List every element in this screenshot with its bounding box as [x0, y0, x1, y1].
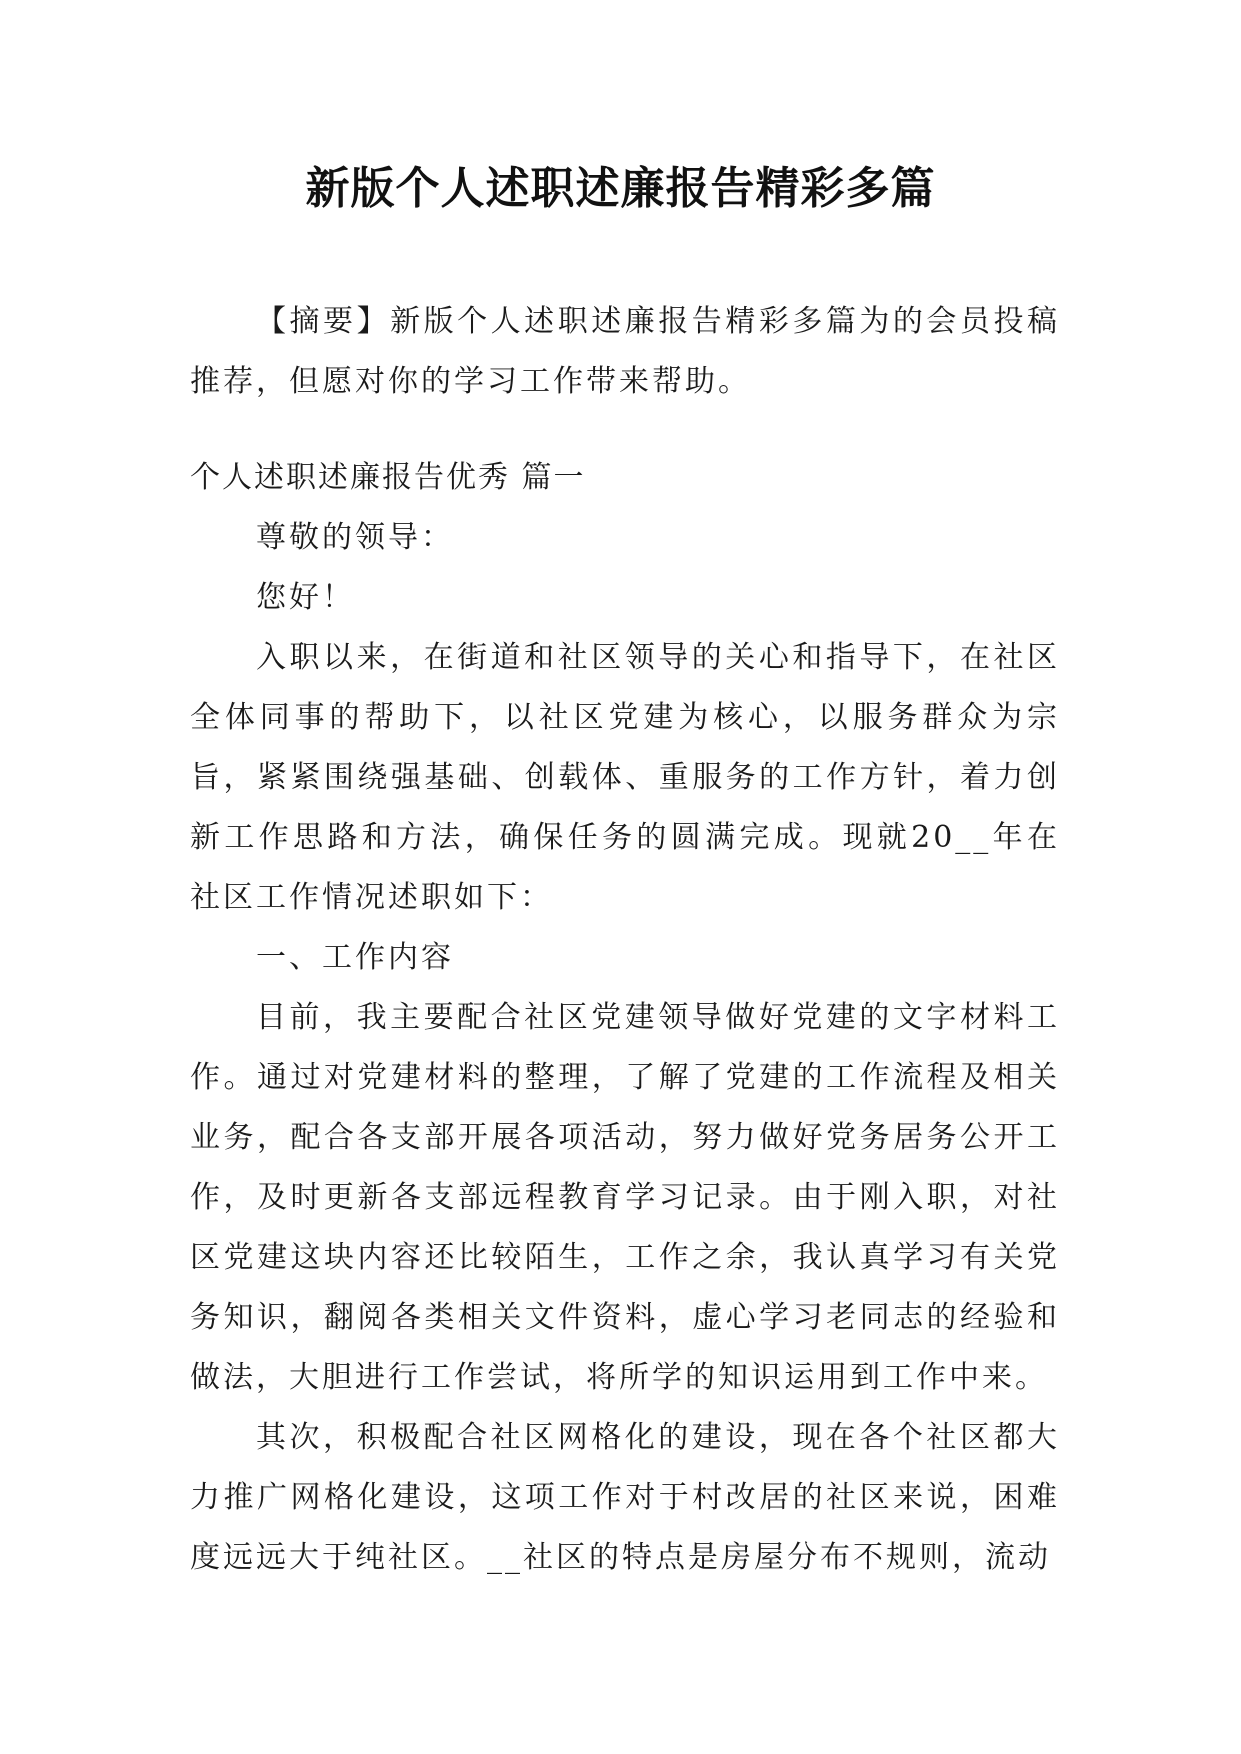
abstract-paragraph: 【摘要】新版个人述职述廉报告精彩多篇为的会员投稿推荐，但愿对你的学习工作带来帮助。 [190, 304, 1060, 399]
document-body [190, 292, 1060, 1588]
body-paragraph: 目前，我主要配合社区党建领导做好党建的文字材料工作。通过对党建材料的整理，了解了党建的工作流程及相关业务，配合各支部开展各项活动，努力做好党务居务公开工作，及时更新各支部远程教育学习记录。由于刚入职，对社区党建这块内容还比较陌生，工作之余，我认真学习有关党务知识，翻阅各类相关文件资料，虚心学习老同志的经验和做法，大胆进行工作尝试，将所学的知识运用到工作中来。 [190, 1000, 1060, 1395]
document-title: 新版个人述职述廉报告精彩多篇 [305, 163, 936, 214]
salutation: 尊敬的领导： [256, 520, 454, 555]
greeting: 您好！ [256, 580, 355, 615]
body-paragraph: 其次，积极配合社区网格化的建设，现在各个社区都大力推广网格化建设，这项工作对于村改居的社区来说，困难度远远大于纯社区。__社区的特点是房屋分布不规则，流动 [190, 1420, 1060, 1575]
section-heading: 个人述职述廉报告优秀 篇一 [190, 460, 586, 495]
body-paragraph: 入职以来，在街道和社区领导的关心和指导下，在社区全体同事的帮助下，以社区党建为核心，以服务群众为宗旨，紧紧围绕强基础、创载体、重服务的工作方针，着力创新工作思路和方法，确保任务的圆满完成。现就20__年在社区工作情况述职如下： [190, 640, 1060, 915]
subheading-work-content: 一、工作内容 [256, 940, 454, 975]
